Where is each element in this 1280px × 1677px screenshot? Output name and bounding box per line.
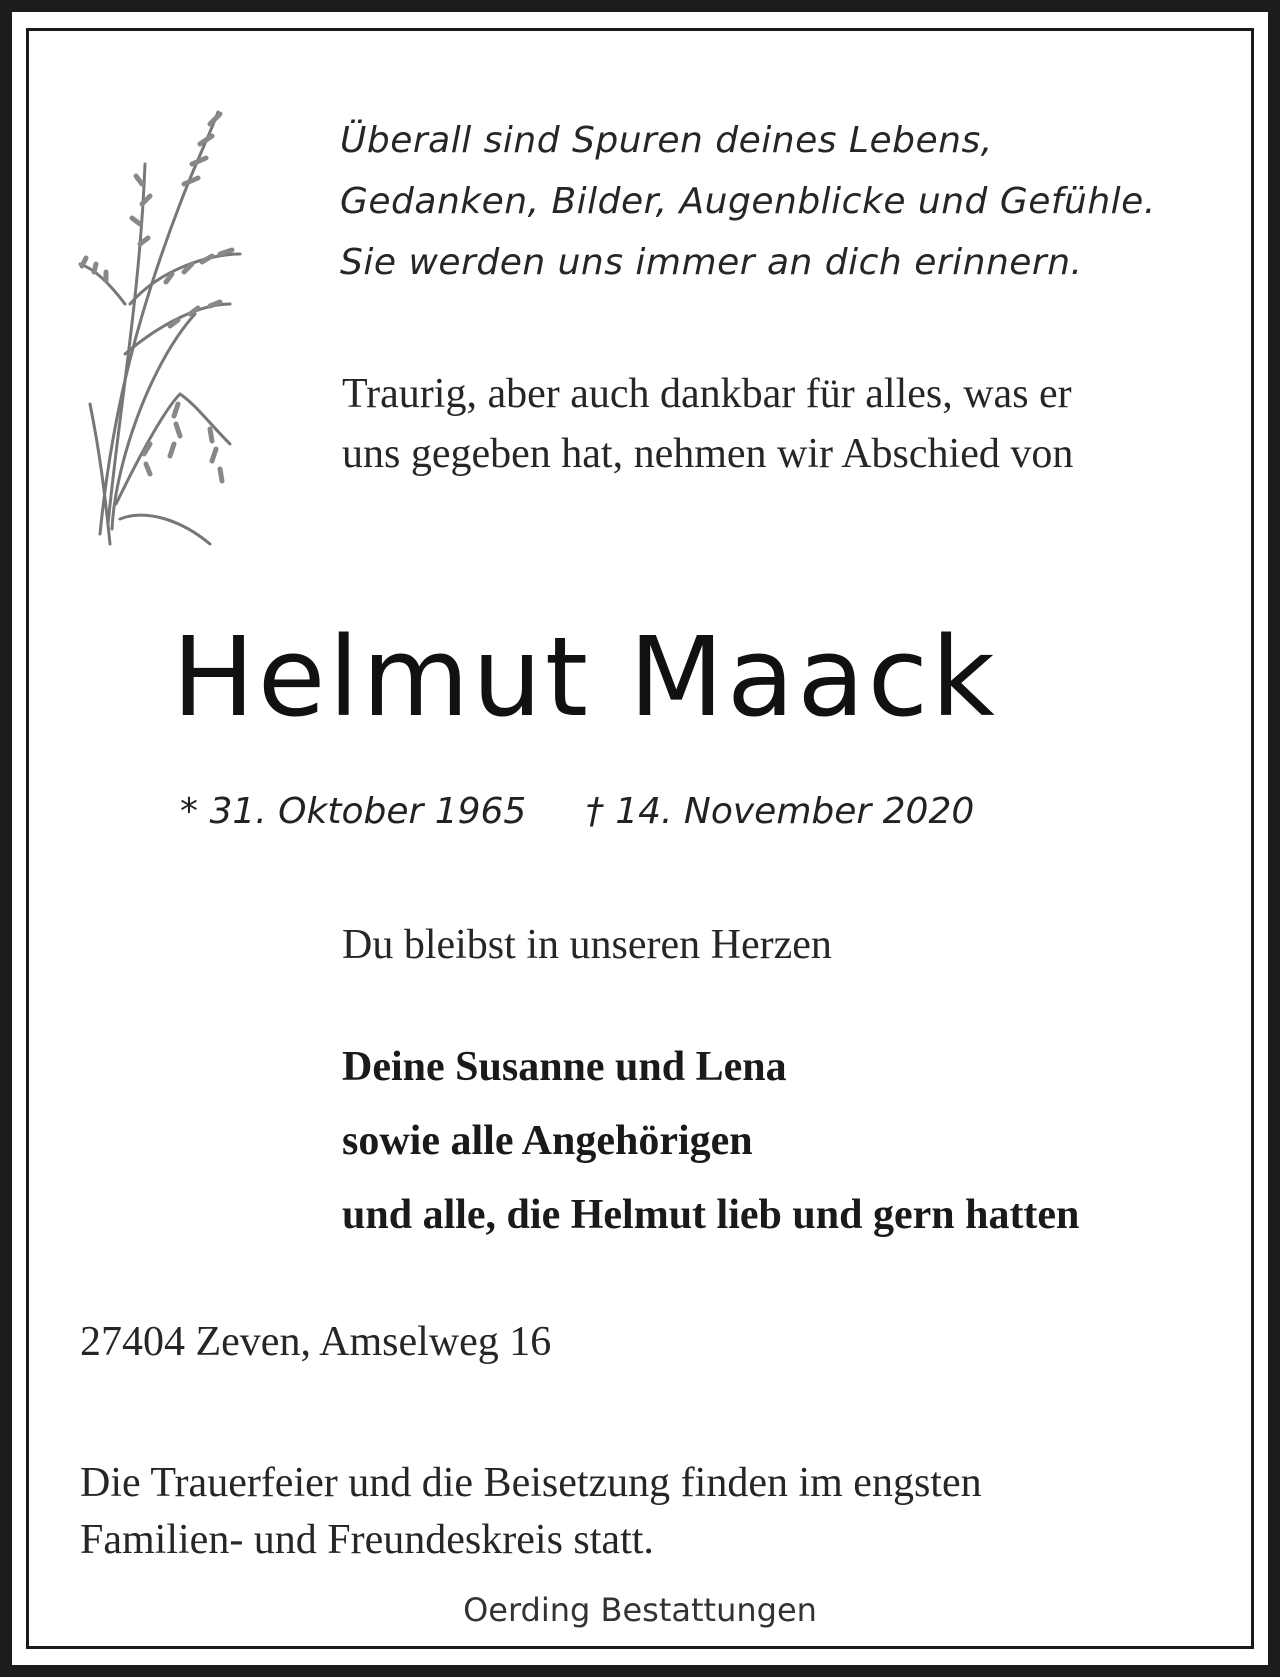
signer-line: sowie alle Angehörigen [342,1118,753,1164]
address: 27404 Zeven, Amselweg 16 [80,1319,552,1365]
ceremony-notice [80,1455,982,1569]
life-dates [180,787,1180,837]
signer-line: und alle, die Helmut lieb und gern hatten [342,1192,1080,1238]
intro-line: uns gegeben hat, nehmen wir Abschied von [342,431,1074,477]
poem-line: Sie werden uns immer an dich erinnern. [340,242,1083,283]
notice-line: Familien- und Freundeskreis statt. [80,1517,654,1563]
poem-line: Gedanken, Bilder, Augenblicke und Gefühle. [340,181,1156,222]
obituary-sheet [12,12,1268,1665]
signer-line: Deine Susanne und Lena [342,1044,787,1090]
signers [342,1030,1079,1252]
death-date: † 14. November 2020 [585,791,975,832]
undertaker-name: Oerding Bestattungen [463,1591,817,1629]
poem [340,110,1240,293]
grass-icon [70,104,250,564]
intro-line: Traurig, aber auch dankbar für alles, was er [342,371,1072,417]
intro-text [342,364,1242,484]
poem-line: Überall sind Spuren deines Lebens, [340,120,993,161]
notice-line: Die Trauerfeier und die Beisetzung finden im engsten [80,1460,982,1506]
birth-date: * 31. Oktober 1965 [180,791,527,832]
farewell-text: Du bleibst in unseren Herzen [342,922,832,968]
deceased-name: Helmut Maack [172,613,998,741]
